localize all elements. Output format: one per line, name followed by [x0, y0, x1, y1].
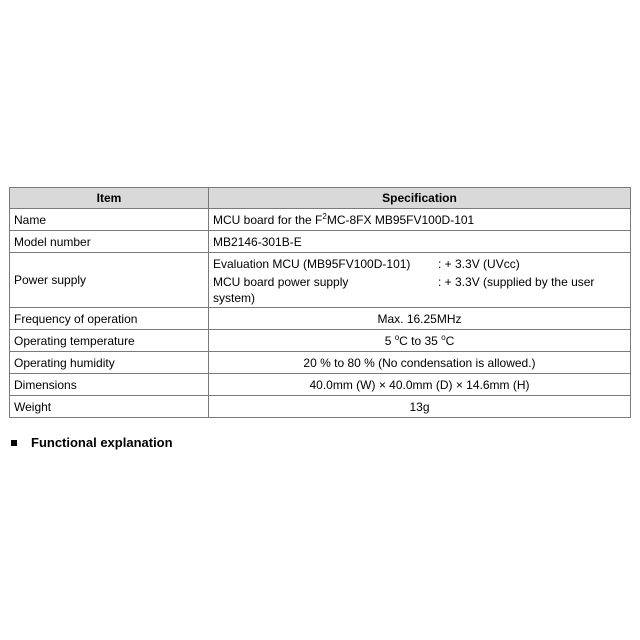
table-row	[10, 209, 631, 231]
table-row	[10, 352, 631, 374]
row-humidity-spec: 20 % to 80 % (No condensation is allowed.)	[209, 352, 631, 374]
row-dimensions-item: Dimensions	[10, 374, 209, 396]
table-row	[10, 374, 631, 396]
row-name-spec	[209, 209, 631, 231]
row-model-item: Model number	[10, 231, 209, 253]
table-row	[10, 396, 631, 418]
row-power-spec	[209, 253, 631, 308]
row-humidity-item: Operating humidity	[10, 352, 209, 374]
square-bullet-icon	[11, 440, 17, 446]
specification-table	[9, 187, 631, 418]
power-line-value: : + 3.3V (UVcc)	[438, 257, 520, 271]
row-frequency-item: Frequency of operation	[10, 308, 209, 330]
temp-post: C	[445, 333, 455, 348]
row-frequency-spec: Max. 16.25MHz	[209, 308, 631, 330]
temp-pre: 5	[384, 333, 395, 348]
name-spec-post: MC-8FX MB95FV100D-101	[326, 212, 475, 227]
power-line-board	[213, 273, 626, 291]
row-temperature-spec	[209, 330, 631, 352]
row-weight-spec: 13g	[209, 396, 631, 418]
header-item: Item	[10, 188, 209, 209]
power-line-evaluation	[213, 255, 626, 273]
temp-mid: C to 35	[399, 333, 442, 348]
section-heading	[9, 435, 173, 450]
header-specification: Specification	[209, 188, 631, 209]
power-line-continuation: system)	[213, 291, 255, 305]
row-dimensions-spec: 40.0mm (W) × 40.0mm (D) × 14.6mm (H)	[209, 374, 631, 396]
temp-sup-2: o	[441, 332, 446, 342]
row-temperature-item: Operating temperature	[10, 330, 209, 352]
table-row	[10, 253, 631, 308]
table-row	[10, 308, 631, 330]
power-line-label: MCU board power supply	[213, 275, 349, 289]
power-line-label: Evaluation MCU (MB95FV100D-101)	[213, 257, 411, 271]
power-line-value: : + 3.3V (supplied by the user	[438, 275, 595, 289]
row-model-spec: MB2146-301B-E	[209, 231, 631, 253]
row-power-item: Power supply	[10, 253, 209, 308]
temp-sup-1: o	[394, 332, 400, 342]
section-title: Functional explanation	[31, 435, 173, 450]
table-header-row	[10, 188, 631, 209]
row-weight-item: Weight	[10, 396, 209, 418]
table-row	[10, 330, 631, 352]
table-row	[10, 231, 631, 253]
row-name-item: Name	[10, 209, 209, 231]
name-spec-pre: MCU board for the F	[213, 212, 323, 227]
name-spec-sup: 2	[322, 211, 327, 221]
